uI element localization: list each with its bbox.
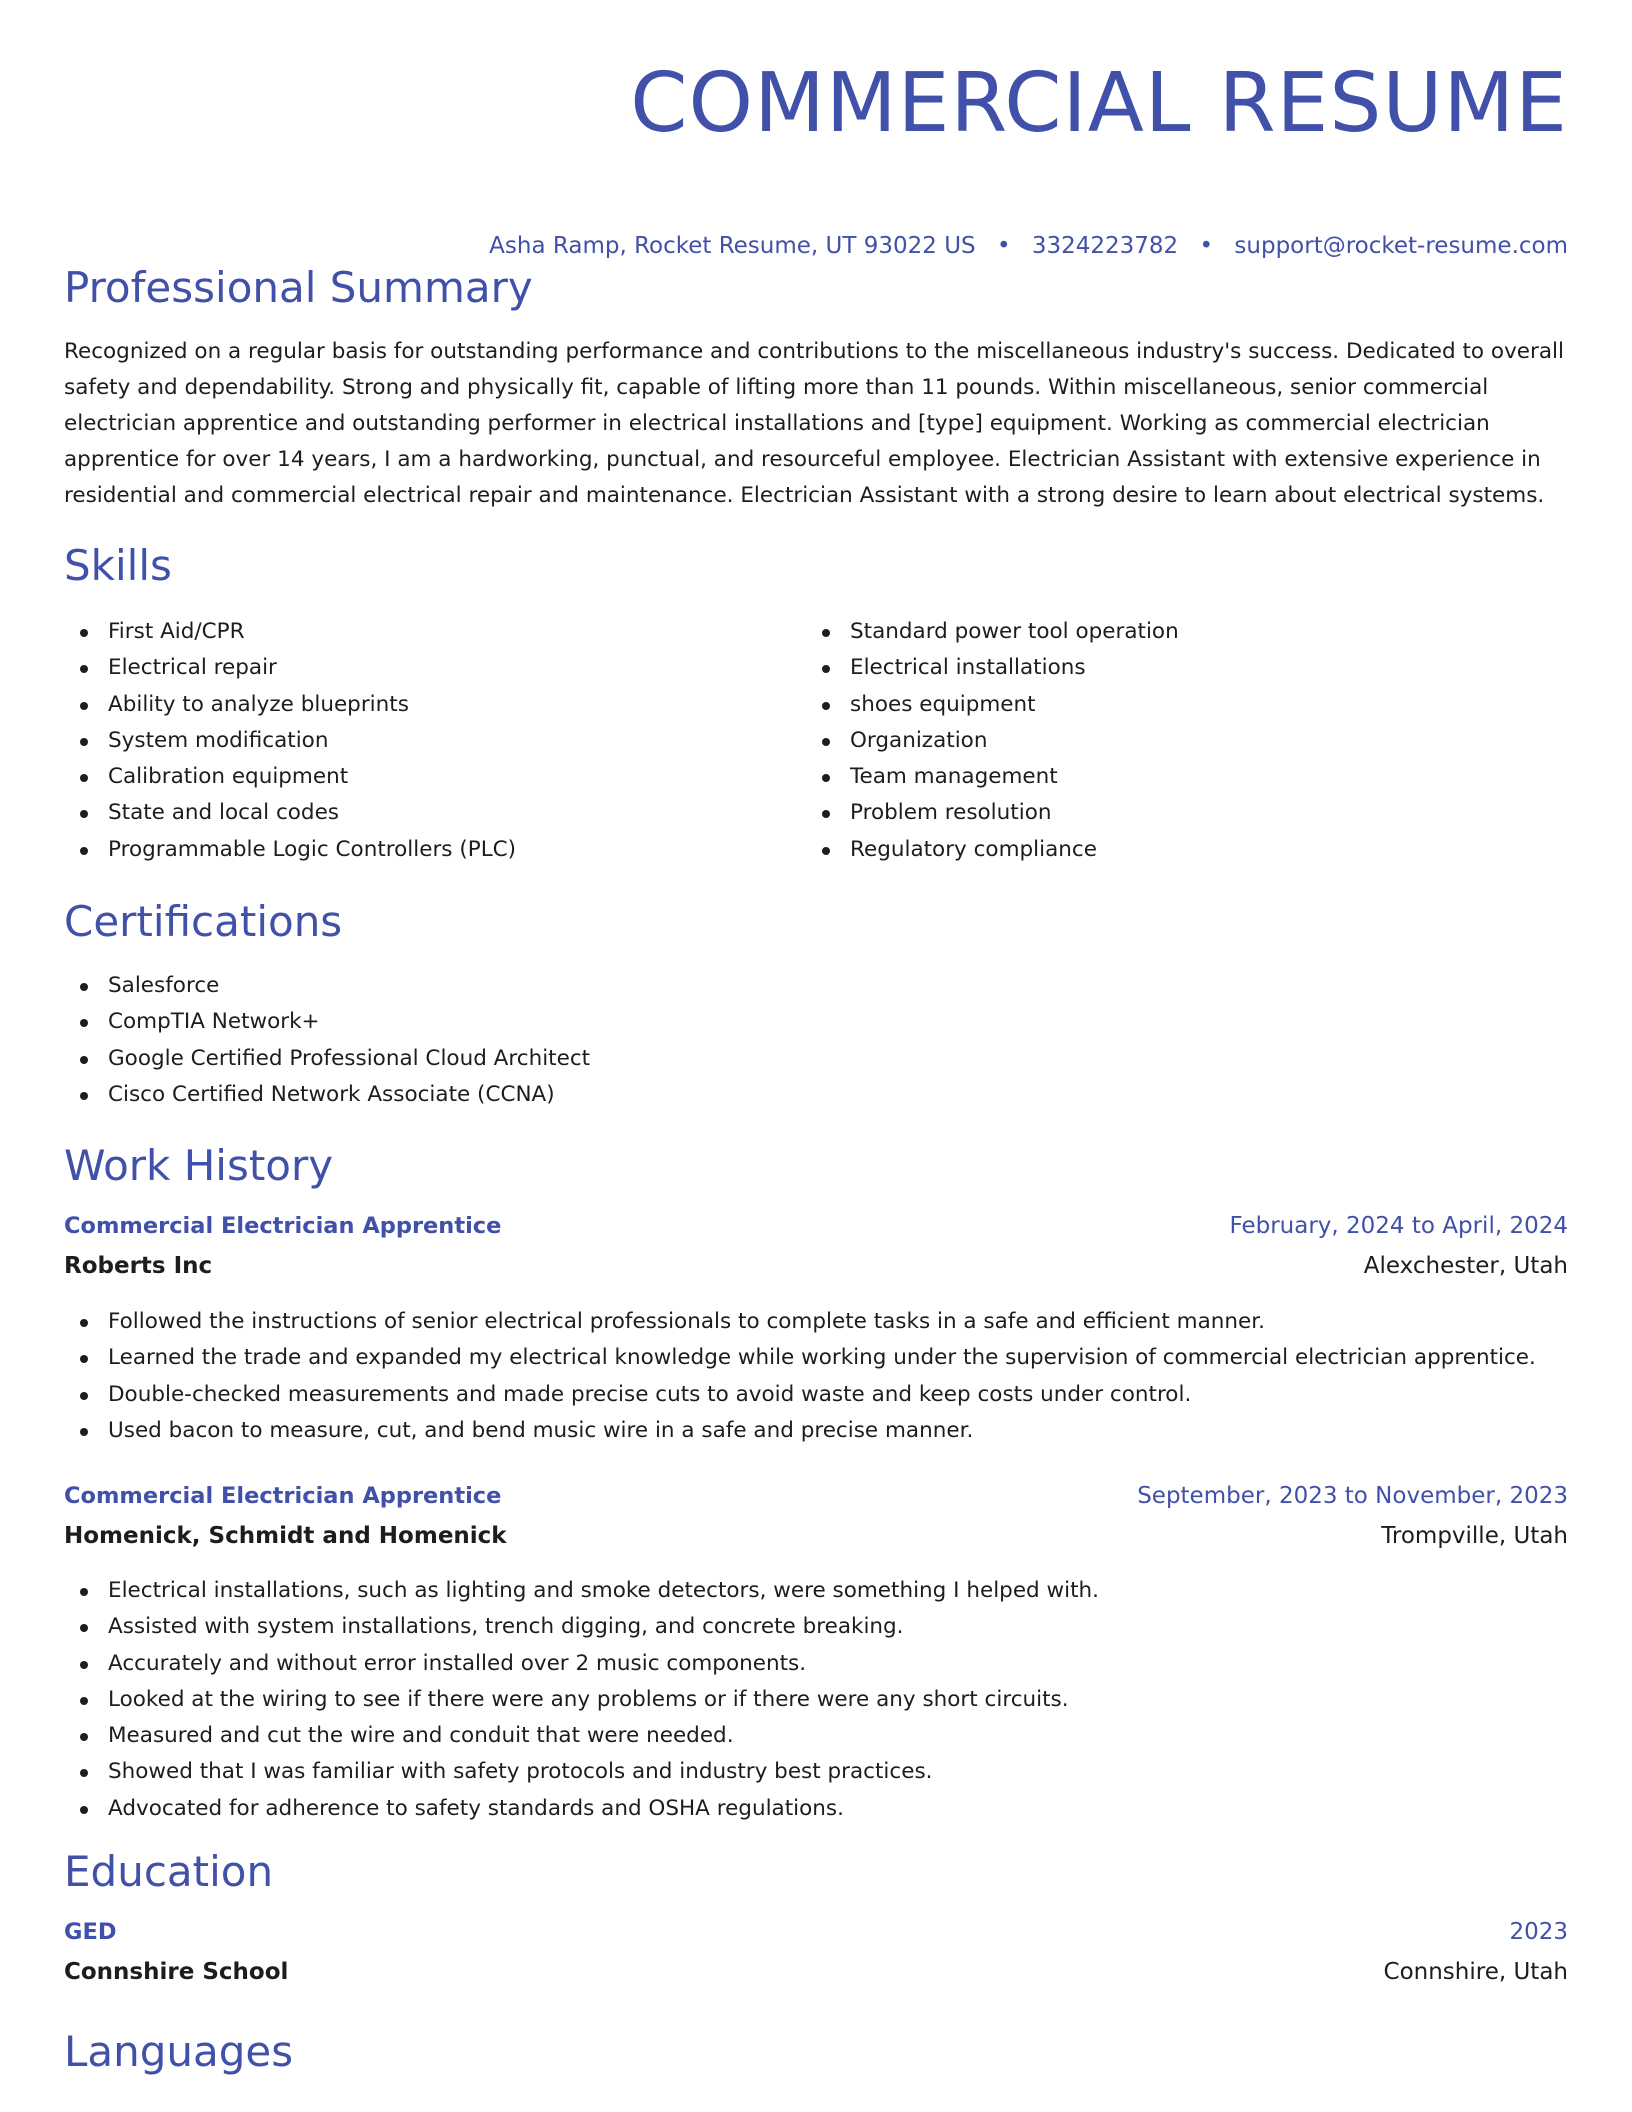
job-duty-item: Used bacon to measure, cut, and bend music wire in a safe and precise manner. <box>64 1413 1568 1449</box>
certification-item: Salesforce <box>64 968 1568 1004</box>
job-location: Alexchester, Utah <box>1363 1253 1568 1279</box>
contact-address: Asha Ramp, Rocket Resume, UT 93022 US <box>489 233 976 259</box>
job-duties-list <box>64 1304 1568 1449</box>
job-duty-item: Double-checked measurements and made precise cuts to avoid waste and keep costs under control. <box>64 1377 1568 1413</box>
education-entry <box>64 1912 1568 1992</box>
job-duty-item: Followed the instructions of senior electrical professionals to complete tasks in a safe and efficient manner. <box>64 1304 1568 1340</box>
job-company: Roberts Inc <box>64 1253 213 1279</box>
skill-item: Problem resolution <box>806 795 1548 831</box>
contact-email[interactable]: support@rocket-resume.com <box>1234 233 1568 259</box>
job-dates: September, 2023 to November, 2023 <box>1137 1483 1568 1509</box>
skill-item: Ability to analyze blueprints <box>64 687 806 723</box>
summary-heading: Professional Summary <box>64 263 533 312</box>
job-title: Commercial Electrician Apprentice <box>64 1483 502 1509</box>
work-history-heading: Work History <box>64 1141 334 1190</box>
contact-separator: • <box>1199 233 1214 259</box>
job-title: Commercial Electrician Apprentice <box>64 1213 502 1239</box>
skill-item: Organization <box>806 723 1548 759</box>
skill-item: Electrical installations <box>806 650 1548 686</box>
contact-phone: 3324223782 <box>1031 233 1179 259</box>
job-duty-item: Measured and cut the wire and conduit that were needed. <box>64 1718 1568 1754</box>
job-duty-item: Looked at the wiring to see if there were any problems or if there were any short circuits. <box>64 1682 1568 1718</box>
skills-list-right <box>806 614 1548 868</box>
education-heading: Education <box>64 1847 274 1896</box>
job-duty-item: Accurately and without error installed over 2 music components. <box>64 1646 1568 1682</box>
job-duty-item: Electrical installations, such as lighting and smoke detectors, were something I helped with. <box>64 1573 1568 1609</box>
job-duties-list <box>64 1573 1568 1827</box>
job-duty-item: Advocated for adherence to safety standards and OSHA regulations. <box>64 1791 1568 1827</box>
skills-columns <box>64 614 1568 868</box>
job-duty-item: Showed that I was familiar with safety protocols and industry best practices. <box>64 1754 1568 1790</box>
job-dates: February, 2024 to April, 2024 <box>1229 1213 1568 1239</box>
skill-item: First Aid/CPR <box>64 614 806 650</box>
summary-text: Recognized on a regular basis for outstanding performance and contributions to the miscellaneous industry's success. Dedicated to overall safety and dependability. Strong and physically fit, capable of lifting more than 11 pounds. Within miscellaneous, senior commercial electrician apprentice and outstanding performer in electrical installations and [type] equipment. Working as commercial electrician apprentice for over 14 years, I am a hardworking, punctual, and resourceful employee. Electrician Assistant with extensive experience in residential and commercial electrical repair and maintenance. Electrician Assistant with a strong desire to learn about electrical systems. <box>64 339 1564 508</box>
skill-item: Team management <box>806 759 1548 795</box>
education-degree: GED <box>64 1919 117 1945</box>
job-header <box>64 1206 1568 1286</box>
education-school: Connshire School <box>64 1959 289 1985</box>
job-company: Homenick, Schmidt and Homenick <box>64 1523 507 1549</box>
job-location: Trompville, Utah <box>1381 1523 1568 1549</box>
skill-item: State and local codes <box>64 795 806 831</box>
skill-item: Calibration equipment <box>64 759 806 795</box>
certification-item: Google Certified Professional Cloud Architect <box>64 1041 1568 1077</box>
skill-item: shoes equipment <box>806 687 1548 723</box>
skill-item: Regulatory compliance <box>806 832 1548 868</box>
languages-heading: Languages <box>64 2027 294 2076</box>
education-location: Connshire, Utah <box>1383 1959 1568 1985</box>
contact-line <box>64 231 1568 261</box>
skill-item: Electrical repair <box>64 650 806 686</box>
skills-list-left <box>64 614 806 868</box>
certifications-list <box>64 968 1568 1113</box>
skills-heading: Skills <box>64 541 172 590</box>
certification-item: Cisco Certified Network Associate (CCNA) <box>64 1077 1568 1113</box>
skills-column-right <box>806 614 1548 868</box>
education-year: 2023 <box>1509 1919 1568 1945</box>
job-duty-item: Assisted with system installations, trench digging, and concrete breaking. <box>64 1609 1568 1645</box>
certifications-heading: Certifications <box>64 897 343 946</box>
job-duty-item: Learned the trade and expanded my electrical knowledge while working under the supervision of commercial electrician apprentice. <box>64 1340 1568 1376</box>
certification-item: CompTIA Network+ <box>64 1004 1568 1040</box>
skill-item: Standard power tool operation <box>806 614 1548 650</box>
skill-item: Programmable Logic Controllers (PLC) <box>64 832 806 868</box>
job-header <box>64 1476 1568 1556</box>
contact-separator: • <box>996 233 1011 259</box>
skills-column-left <box>64 614 806 868</box>
resume-title: COMMERCIAL RESUME <box>630 56 1568 151</box>
skill-item: System modification <box>64 723 806 759</box>
